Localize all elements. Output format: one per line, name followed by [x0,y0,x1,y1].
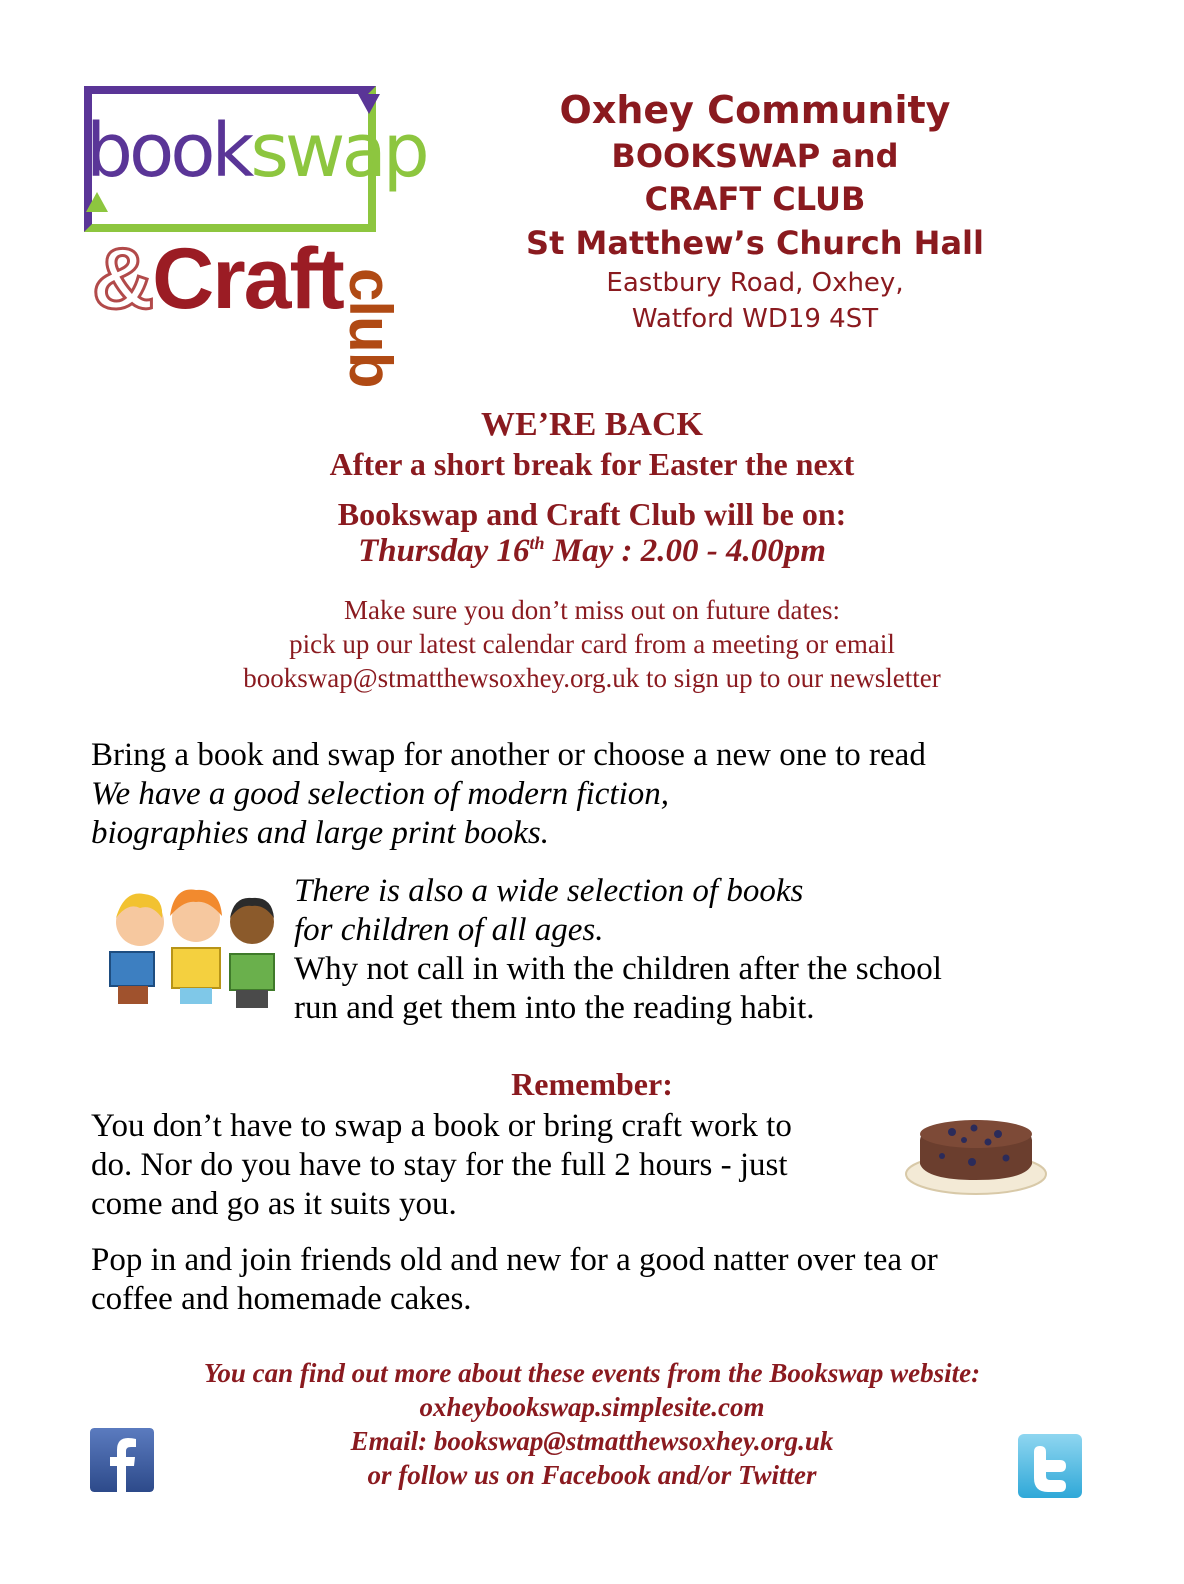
footer-website-link[interactable]: oxheybookswap.simplesite.com [419,1392,765,1422]
facebook-icon[interactable] [90,1428,154,1492]
footer-email-link[interactable]: Email: bookswap@stmatthewsoxhey.org.uk [350,1426,834,1456]
remember-heading: Remember: [511,1066,673,1102]
logo-word-craft: &Craft [92,231,343,327]
children-line-2: for children of all ages. [294,912,604,948]
children-line-1: There is also a wide selection of books [294,873,804,909]
children-reading-illustration [104,882,284,1022]
footer-follow: or follow us on Facebook and/or Twitter [367,1460,817,1490]
remember-line-2: do. Nor do you have to stay for the full 2 hours - just [91,1147,788,1183]
cake-illustration [902,1108,1050,1198]
notice-line-1: Make sure you don’t miss out on future dates: [344,595,840,625]
header-community: Oxhey Community [559,88,951,132]
announcement-line-2: After a short break for Easter the next [329,446,855,482]
footer-line-1: You can find out more about these events from the Bookswap website: [203,1358,981,1388]
header-craft-club: CRAFT CLUB [644,180,866,218]
logo-arrow-up-icon [82,190,112,226]
announcement-date: Thursday 16th May : 2.00 - 4.00pm [358,533,826,569]
logo-word-bookswap: bookswap [86,108,426,194]
announcement-heading: WE’RE BACK [481,406,703,443]
header-venue: St Matthew’s Church Hall [526,224,984,262]
bookswap-craft-club-logo [84,78,426,388]
remember-line-5: coffee and homemade cakes. [91,1281,472,1317]
announcement-line-3: Bookswap and Craft Club will be on: [337,496,847,532]
header-address-2: Watford WD19 4ST [631,304,879,334]
remember-line-1: You don’t have to swap a book or bring craft work to [91,1108,792,1144]
header-address-1: Eastbury Road, Oxhey, [606,268,904,298]
books-line-2: We have a good selection of modern fiction, [91,776,669,812]
remember-line-4: Pop in and join friends old and new for a good natter over tea or [91,1242,938,1278]
header-bookswap: BOOKSWAP and [611,137,899,175]
books-line-3: biographies and large print books. [91,815,550,851]
books-line-1: Bring a book and swap for another or choose a new one to read [91,737,926,773]
remember-line-3: come and go as it suits you. [91,1186,457,1222]
children-line-3: Why not call in with the children after the school [294,951,942,987]
twitter-icon[interactable] [1018,1434,1082,1498]
notice-line-2: pick up our latest calendar card from a meeting or email [289,629,895,659]
children-line-4: run and get them into the reading habit. [294,990,815,1026]
logo-word-club: club [337,268,404,388]
notice-line-3: bookswap@stmatthewsoxhey.org.uk to sign up to our newsletter [243,663,941,693]
